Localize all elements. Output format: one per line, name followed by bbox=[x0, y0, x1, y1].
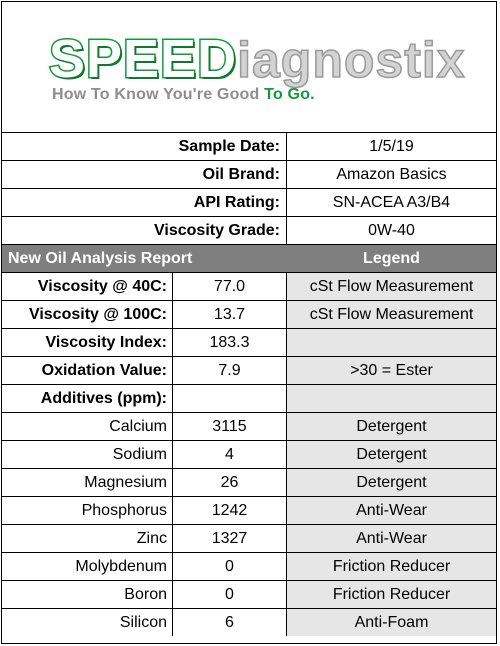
sample-info-row bbox=[2, 189, 496, 216]
parameter-value: 77.0 bbox=[173, 273, 287, 300]
parameter-value bbox=[173, 385, 287, 412]
table-row bbox=[2, 301, 496, 328]
table-row bbox=[2, 469, 496, 496]
table-row bbox=[2, 357, 496, 384]
parameter-value: 0 bbox=[173, 581, 287, 608]
sample-info-label: Viscosity Grade: bbox=[2, 217, 287, 244]
parameter-label: Calcium bbox=[2, 413, 173, 440]
parameter-legend: Anti-Foam bbox=[287, 609, 496, 636]
parameter-label: Silicon bbox=[2, 609, 173, 636]
parameter-legend: Detergent bbox=[287, 469, 496, 496]
parameter-legend: cSt Flow Measurement bbox=[287, 273, 496, 300]
sample-info-label: API Rating: bbox=[2, 189, 287, 216]
parameter-label: Viscosity Index: bbox=[2, 329, 173, 356]
sample-info-label: Sample Date: bbox=[2, 133, 287, 160]
report-title: New Oil Analysis Report bbox=[8, 249, 193, 267]
parameter-value: 26 bbox=[173, 469, 287, 496]
table-row bbox=[2, 413, 496, 440]
parameter-legend: Anti-Wear bbox=[287, 525, 496, 552]
parameter-value: 13.7 bbox=[173, 301, 287, 328]
table-row bbox=[2, 525, 496, 552]
sample-info-value: Amazon Basics bbox=[336, 165, 447, 183]
sample-info-row bbox=[2, 161, 496, 188]
oil-analysis-sheet bbox=[1, 1, 497, 644]
parameter-legend: Detergent bbox=[287, 441, 496, 468]
table-row bbox=[2, 385, 496, 412]
parameter-value: 1242 bbox=[173, 497, 287, 524]
speed-diagnostix-logo bbox=[2, 2, 496, 133]
parameter-label: Zinc bbox=[2, 525, 173, 552]
sample-info-row bbox=[2, 217, 496, 244]
parameter-value: 7.9 bbox=[173, 357, 287, 384]
logo-tagline bbox=[52, 86, 315, 104]
parameter-label: Additives (ppm): bbox=[2, 385, 173, 412]
sample-info-row bbox=[2, 133, 496, 160]
parameter-value: 183.3 bbox=[173, 329, 287, 356]
parameter-legend: Friction Reducer bbox=[287, 581, 496, 608]
logo-word-diagnostix: iagnostix bbox=[237, 32, 466, 88]
parameter-legend: Friction Reducer bbox=[287, 553, 496, 580]
parameter-value: 4 bbox=[173, 441, 287, 468]
tagline-part2: To Go. bbox=[264, 86, 315, 103]
sample-info-label: Oil Brand: bbox=[2, 161, 287, 188]
parameter-label: Sodium bbox=[2, 441, 173, 468]
sample-info-value: 1/5/19 bbox=[369, 137, 414, 155]
parameter-legend: cSt Flow Measurement bbox=[287, 301, 496, 328]
parameter-label: Viscosity @ 100C: bbox=[2, 301, 173, 328]
legend-title: Legend bbox=[363, 249, 420, 267]
parameter-label: Boron bbox=[2, 581, 173, 608]
table-row bbox=[2, 609, 496, 636]
parameter-value: 6 bbox=[173, 609, 287, 636]
parameter-label: Molybdenum bbox=[2, 553, 173, 580]
logo-wordmark bbox=[49, 29, 466, 89]
table-row bbox=[2, 581, 496, 608]
parameter-legend: Detergent bbox=[287, 413, 496, 440]
parameter-legend bbox=[287, 329, 496, 356]
table-row bbox=[2, 273, 496, 300]
table-row bbox=[2, 441, 496, 468]
sample-info-value: 0W-40 bbox=[368, 221, 415, 239]
sample-info-value: SN-ACEA A3/B4 bbox=[332, 193, 451, 211]
parameter-legend: >30 = Ester bbox=[287, 357, 496, 384]
table-row bbox=[2, 329, 496, 356]
parameter-label: Magnesium bbox=[2, 469, 173, 496]
parameter-legend: Anti-Wear bbox=[287, 497, 496, 524]
table-row bbox=[2, 553, 496, 580]
report-header-row bbox=[2, 245, 496, 272]
parameter-value: 1327 bbox=[173, 525, 287, 552]
table-row bbox=[2, 497, 496, 524]
parameter-label: Oxidation Value: bbox=[2, 357, 173, 384]
logo-word-speed: SPEED bbox=[49, 29, 238, 89]
parameter-label: Viscosity @ 40C: bbox=[2, 273, 173, 300]
parameter-legend bbox=[287, 385, 496, 412]
tagline-part1: How To Know You're Good bbox=[52, 86, 265, 103]
parameter-value: 0 bbox=[173, 553, 287, 580]
parameter-label: Phosphorus bbox=[2, 497, 173, 524]
parameter-value: 3115 bbox=[173, 413, 287, 440]
